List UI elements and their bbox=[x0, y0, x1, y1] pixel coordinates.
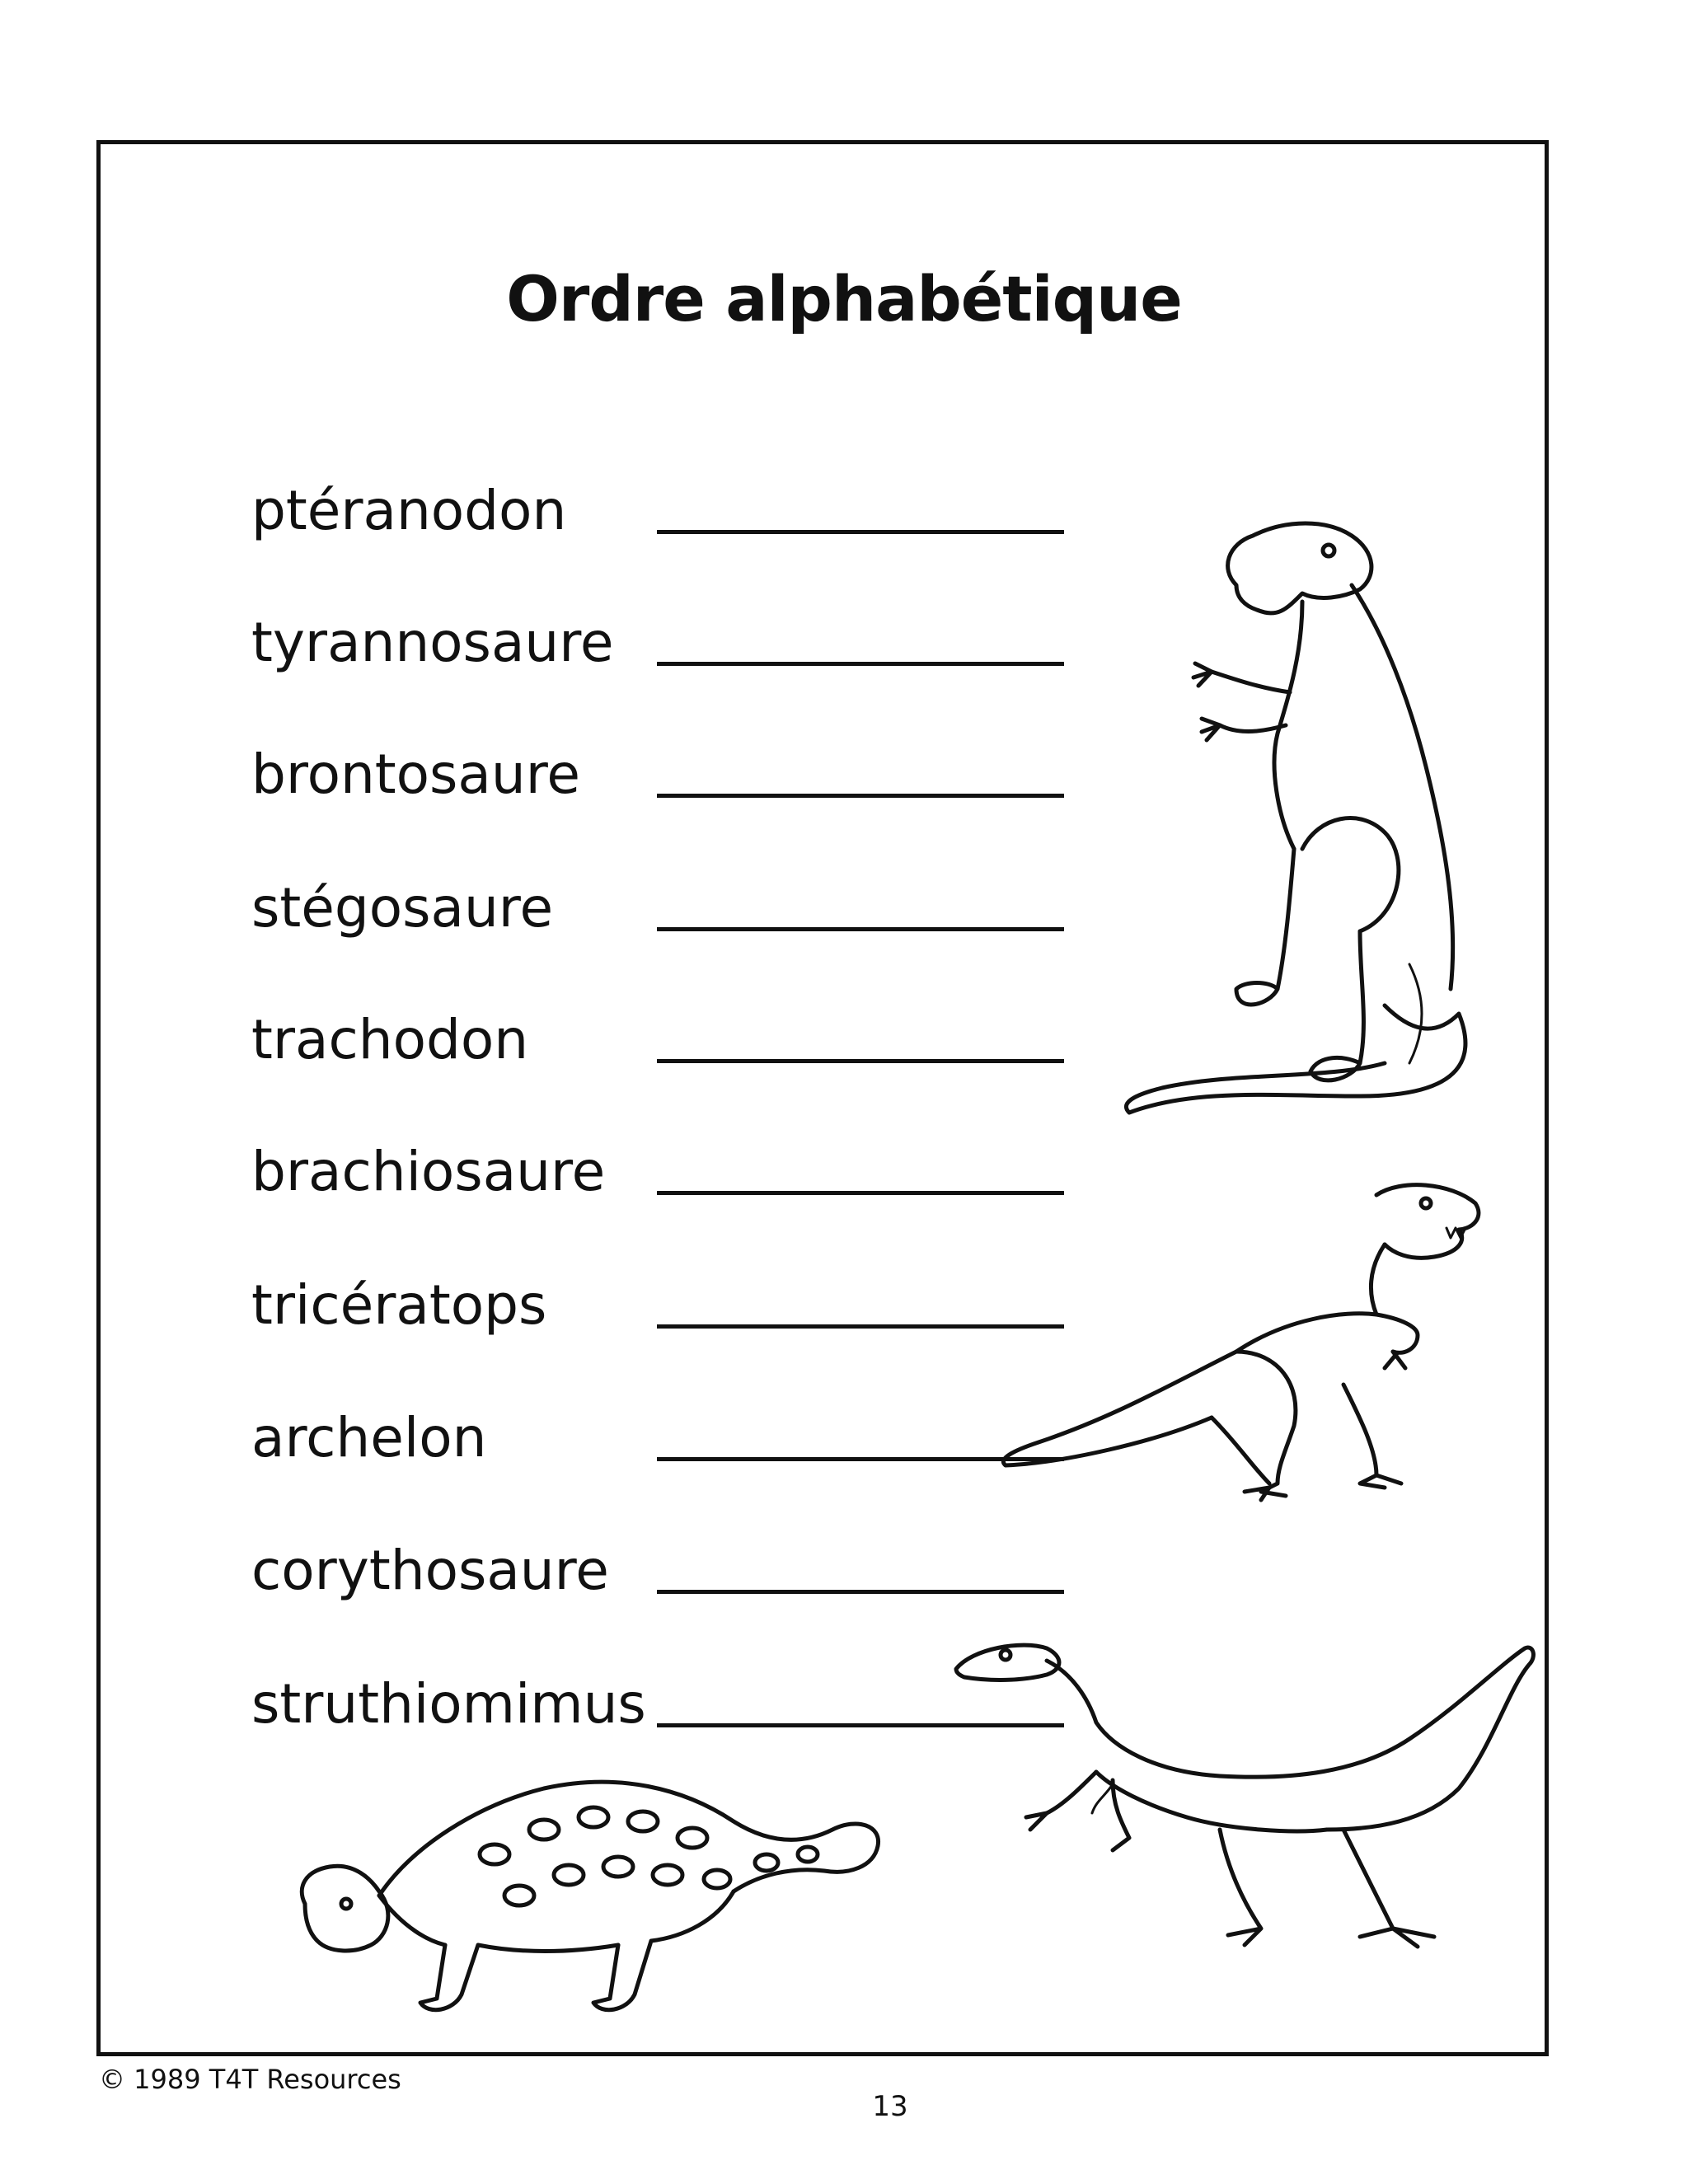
word-row bbox=[251, 999, 1067, 1081]
word-row bbox=[251, 1530, 1067, 1612]
word-label: tricératops bbox=[251, 1273, 547, 1337]
ankylosaur-illustration bbox=[288, 1731, 898, 2044]
upright-dinosaur-illustration bbox=[1113, 486, 1508, 1129]
word-label: brachiosaure bbox=[251, 1140, 606, 1203]
page-number: 13 bbox=[872, 2090, 908, 2123]
word-label: archelon bbox=[251, 1406, 487, 1469]
word-label: ptéranodon bbox=[251, 479, 567, 542]
word-label: stégosaure bbox=[251, 876, 554, 940]
answer-line[interactable] bbox=[657, 530, 1064, 534]
word-label: brontosaure bbox=[251, 743, 580, 806]
word-label: tyrannosaure bbox=[251, 611, 614, 674]
worksheet-title: Ordre alphabétique bbox=[506, 262, 1182, 335]
answer-line[interactable] bbox=[657, 662, 1064, 666]
word-label: corythosaure bbox=[251, 1539, 609, 1602]
ornithomimid-illustration bbox=[948, 1624, 1541, 1970]
word-row bbox=[251, 1397, 1067, 1479]
word-label: trachodon bbox=[251, 1008, 529, 1071]
copyright-notice: © 1989 T4T Resources bbox=[99, 2064, 401, 2095]
word-row bbox=[251, 1264, 1067, 1347]
answer-line[interactable] bbox=[657, 794, 1064, 798]
word-label: struthiomimus bbox=[251, 1672, 646, 1736]
word-row bbox=[251, 733, 1067, 816]
answer-line[interactable] bbox=[657, 1059, 1064, 1063]
word-row bbox=[251, 470, 1067, 552]
answer-line[interactable] bbox=[657, 927, 1064, 931]
word-row bbox=[251, 1131, 1067, 1213]
word-row bbox=[251, 602, 1067, 684]
answer-line[interactable] bbox=[657, 1590, 1064, 1594]
tyrannosaurus-illustration bbox=[989, 1170, 1517, 1558]
word-row bbox=[251, 867, 1067, 949]
